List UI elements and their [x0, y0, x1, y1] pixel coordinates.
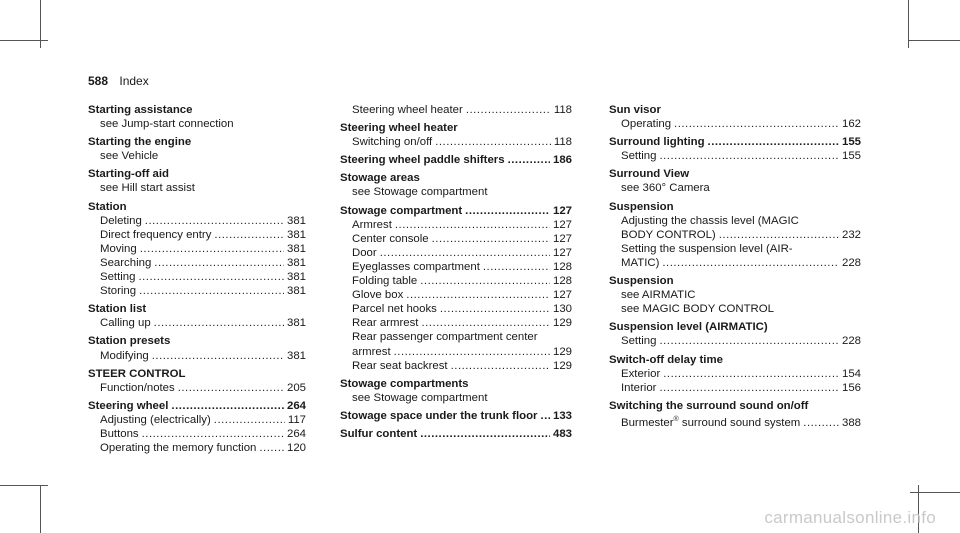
- index-subentry: [88, 284, 306, 298]
- index-subentry: [88, 413, 306, 427]
- entry-text: Stowage compartment: [340, 204, 463, 217]
- entry-text: Folding table: [352, 275, 418, 288]
- entry-text: Sulfur content: [340, 427, 418, 440]
- index-heading: [340, 427, 572, 441]
- index-column-3: [609, 103, 861, 430]
- page-reference: 381: [286, 242, 306, 255]
- crop-mark: [0, 40, 48, 41]
- entry-text: Rear seat backrest: [352, 359, 448, 372]
- leader-dots: [152, 349, 284, 363]
- page-reference: 186: [552, 154, 572, 167]
- page-reference: 155: [841, 136, 861, 149]
- leader-dots: [178, 381, 284, 395]
- page-reference: 381: [286, 349, 306, 362]
- entry-text: Function/notes: [100, 381, 175, 394]
- index-heading: Starting-off aid: [88, 168, 169, 181]
- entry-text: Interior: [621, 381, 657, 394]
- index-subentry: see 360° Camera: [621, 182, 710, 195]
- entry-text: Exterior: [621, 367, 661, 380]
- leader-dots: [214, 228, 284, 242]
- page-reference: 128: [552, 275, 572, 288]
- page-reference: 118: [553, 104, 572, 116]
- index-heading: Switch-off delay time: [609, 353, 723, 366]
- index-subentry: [88, 228, 306, 242]
- entry-text: Deleting: [100, 214, 142, 227]
- leader-dots: [435, 135, 551, 149]
- page-reference: 129: [552, 359, 572, 372]
- page-reference: 129: [552, 345, 572, 358]
- index-heading: Suspension: [609, 275, 674, 288]
- entry-text: Searching: [100, 256, 152, 269]
- index-subentry: [340, 218, 572, 232]
- leader-dots: [380, 246, 550, 260]
- entry-text: Steering wheel heater: [352, 104, 463, 116]
- entry-text: BODY CONTROL): [621, 228, 716, 241]
- leader-dots: [465, 204, 550, 218]
- leader-dots: [540, 409, 550, 423]
- index-heading: [88, 399, 306, 413]
- page-reference: 127: [552, 232, 572, 245]
- page-number: 588: [88, 74, 109, 88]
- index-subentry: [609, 334, 861, 348]
- page-reference: 127: [552, 246, 572, 259]
- leader-dots: [659, 334, 839, 348]
- index-subentry: [609, 228, 861, 242]
- watermark: carmanualsonline.info: [764, 508, 936, 527]
- entry-text: Door: [352, 246, 377, 259]
- index-column-1: [88, 103, 306, 455]
- crop-mark: [40, 485, 41, 533]
- index-subentry: [88, 214, 306, 228]
- page-reference: 381: [286, 317, 306, 330]
- index-subentry: [609, 381, 861, 395]
- entry-text: armrest: [352, 345, 391, 358]
- index-heading: [340, 153, 572, 167]
- page-reference: 117: [287, 413, 306, 426]
- page-reference: 228: [841, 335, 861, 348]
- index-subentry: see AIRMATIC: [621, 289, 696, 302]
- entry-text: Modifying: [100, 349, 149, 362]
- entry-text: Parcel net hooks: [352, 303, 437, 316]
- index-subentry: [340, 260, 572, 274]
- entry-text: Operating: [621, 118, 672, 131]
- entry-text: Operating the memory function: [100, 442, 257, 455]
- leader-dots: [154, 256, 284, 270]
- index-heading: Starting the engine: [88, 136, 192, 149]
- page-reference: 232: [841, 228, 861, 241]
- entry-text: Buttons: [100, 427, 139, 440]
- page-reference: 154: [841, 367, 861, 380]
- leader-dots: [139, 284, 284, 298]
- index-subentry: see Hill start assist: [100, 182, 195, 195]
- leader-dots: [440, 302, 550, 316]
- page-reference: 228: [841, 256, 861, 269]
- index-subentry: [340, 302, 572, 316]
- index-subentry: see Stowage compartment: [352, 186, 488, 199]
- entry-text: Direct frequency entry: [100, 228, 212, 241]
- leader-dots: [662, 256, 839, 270]
- leader-dots: [142, 427, 284, 441]
- index-heading: [340, 204, 572, 218]
- leader-dots: [171, 399, 284, 413]
- leader-dots: [451, 359, 550, 373]
- leader-dots: [214, 413, 285, 427]
- leader-dots: [154, 316, 284, 330]
- index-heading: Station presets: [88, 335, 171, 348]
- entry-text: Setting: [621, 150, 657, 163]
- index-heading: Surround View: [609, 168, 690, 181]
- crop-mark: [908, 40, 960, 41]
- index-subentry: [340, 316, 572, 330]
- page-reference: 118: [553, 136, 572, 149]
- entry-text: Armrest: [352, 218, 392, 231]
- index-heading: Station: [88, 200, 127, 213]
- index-subentry: [340, 288, 572, 302]
- page-reference: 381: [286, 228, 306, 241]
- leader-dots: [140, 242, 284, 256]
- index-subentry: [340, 359, 572, 373]
- page-reference: 162: [841, 118, 861, 131]
- index-subentry: see MAGIC BODY CONTROL: [621, 303, 774, 316]
- index-subentry: Rear passenger compartment center: [352, 331, 538, 344]
- entry-text: Eyeglasses compartment: [352, 260, 480, 273]
- leader-dots: [420, 427, 550, 441]
- index-subentry: [609, 413, 861, 430]
- index-subentry: [88, 427, 306, 441]
- leader-dots: [420, 274, 550, 288]
- crop-mark: [910, 492, 960, 493]
- index-subentry: [340, 274, 572, 288]
- page-reference: 388: [841, 416, 861, 429]
- leader-dots: [674, 117, 839, 131]
- entry-text: Surround lighting: [609, 136, 705, 149]
- leader-dots: [406, 288, 550, 302]
- index-subentry: [88, 256, 306, 270]
- index-subentry: Adjusting the chassis level (MAGIC: [621, 214, 799, 227]
- index-heading: Stowage areas: [340, 172, 420, 185]
- page-reference: 127: [552, 289, 572, 302]
- entry-text: Setting: [100, 271, 136, 284]
- index-subentry: [88, 242, 306, 256]
- page-reference: 381: [286, 256, 306, 269]
- entry-text: Adjusting (electrically): [100, 413, 211, 426]
- entry-text: Moving: [100, 242, 137, 255]
- index-subentry: [609, 149, 861, 163]
- index-heading: Sun visor: [609, 104, 661, 116]
- section-title: Index: [119, 74, 149, 88]
- leader-dots: [138, 270, 284, 284]
- index-subentry: [88, 270, 306, 284]
- entry-text: Switching on/off: [352, 136, 433, 149]
- index-heading: Stowage compartments: [340, 377, 469, 390]
- entry-text: MATIC): [621, 256, 660, 269]
- page-reference: 155: [841, 150, 861, 163]
- page-reference: 128: [552, 260, 572, 273]
- entry-text: Storing: [100, 285, 137, 298]
- index-subentry: [609, 256, 861, 270]
- leader-dots: [259, 441, 284, 455]
- page-reference: 127: [552, 218, 572, 231]
- index-heading: Switching the surround sound on/off: [609, 399, 809, 412]
- page-header: [88, 74, 149, 88]
- leader-dots: [708, 135, 839, 149]
- page-reference: 381: [286, 214, 306, 227]
- index-subentry: [609, 117, 861, 131]
- index-subentry: see Vehicle: [100, 150, 159, 163]
- page-reference: 205: [286, 381, 306, 394]
- leader-dots: [719, 228, 839, 242]
- index-heading: Suspension level (AIRMATIC): [609, 321, 768, 334]
- index-heading: Starting assistance: [88, 104, 193, 116]
- page-reference: 133: [552, 409, 572, 422]
- entry-text: Glove box: [352, 289, 404, 302]
- index-heading: Suspension: [609, 200, 674, 213]
- page-reference: 264: [286, 427, 306, 440]
- index-subentry: [609, 367, 861, 381]
- crop-mark: [0, 485, 48, 486]
- page-reference: 483: [552, 427, 572, 440]
- index-subentry: see Stowage compartment: [352, 391, 488, 404]
- page-reference: 120: [286, 442, 306, 455]
- leader-dots: [394, 345, 550, 359]
- leader-dots: [466, 103, 551, 117]
- index-heading: [340, 409, 572, 423]
- page-reference: 381: [286, 285, 306, 298]
- leader-dots: [508, 153, 550, 167]
- index-subentry: [88, 316, 306, 330]
- index-subentry: [340, 103, 572, 117]
- index-subentry: Setting the suspension level (AIR-: [621, 242, 793, 255]
- index-heading: STEER CONTROL: [88, 367, 186, 380]
- index-subentry: [340, 232, 572, 246]
- entry-text: Burmester® surround sound system: [621, 415, 801, 429]
- entry-text: Center console: [352, 232, 429, 245]
- entry-text: Steering wheel paddle shifters: [340, 154, 505, 167]
- index-heading: Steering wheel heater: [340, 122, 458, 135]
- index-subentry: [88, 441, 306, 455]
- leader-dots: [395, 218, 550, 232]
- index-subentry: [340, 135, 572, 149]
- leader-dots: [659, 149, 839, 163]
- page-reference: 130: [552, 303, 572, 316]
- page-reference: 127: [552, 204, 572, 217]
- leader-dots: [483, 260, 550, 274]
- leader-dots: [145, 214, 284, 228]
- leader-dots: [432, 232, 550, 246]
- index-subentry: [88, 349, 306, 363]
- index-subentry: see Jump-start connection: [100, 118, 234, 131]
- index-subentry: [340, 246, 572, 260]
- leader-dots: [803, 416, 839, 430]
- index-subentry: [88, 381, 306, 395]
- page-reference: 264: [286, 399, 306, 412]
- page-reference: 156: [841, 381, 861, 394]
- index-column-2: [340, 103, 572, 441]
- entry-text: Rear armrest: [352, 317, 419, 330]
- index-subentry: [340, 345, 572, 359]
- index-heading: Station list: [88, 303, 147, 316]
- entry-text: Setting: [621, 335, 657, 348]
- leader-dots: [663, 367, 839, 381]
- page-reference: 129: [552, 317, 572, 330]
- entry-text: Steering wheel: [88, 399, 169, 412]
- index-heading: [609, 135, 861, 149]
- entry-text: Calling up: [100, 317, 151, 330]
- leader-dots: [659, 381, 839, 395]
- entry-text: Stowage space under the trunk floor: [340, 409, 538, 422]
- page-reference: 381: [286, 271, 306, 284]
- leader-dots: [421, 316, 550, 330]
